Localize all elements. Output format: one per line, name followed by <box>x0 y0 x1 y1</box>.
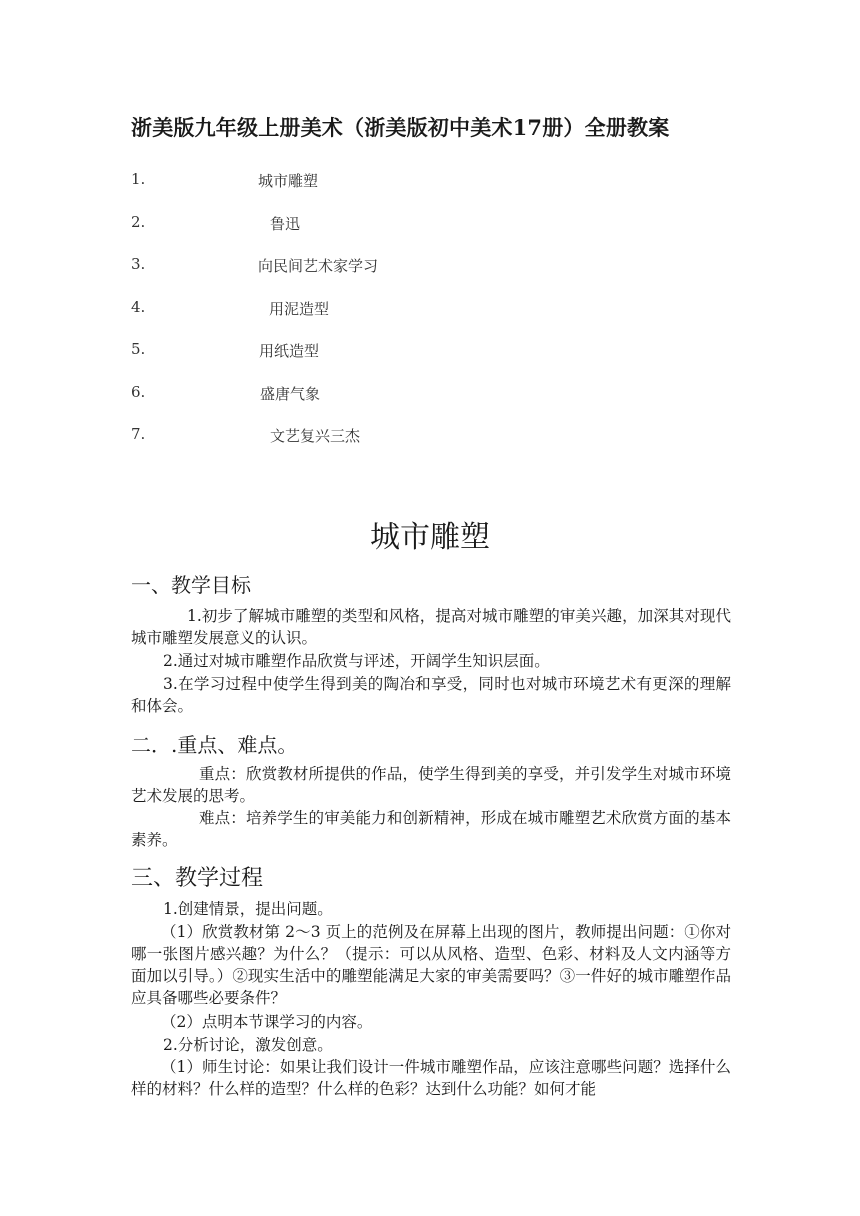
toc-item <box>131 213 631 256</box>
toc-item-number: 2. <box>131 212 146 231</box>
table-of-contents <box>131 170 631 468</box>
section-heading: 三、教学过程 <box>131 866 264 891</box>
toc-item-label: 用泥造型 <box>269 299 330 318</box>
paragraph: 1.初步了解城市雕塑的类型和风格，提高对城市雕塑的审美兴趣，加深其对现代城市雕塑发展意义的认识。 <box>131 607 731 647</box>
toc-item-label: 城市雕塑 <box>258 172 319 190</box>
paragraph: （2）点明本节课学习的内容。 <box>161 1013 373 1031</box>
toc-item <box>131 383 631 426</box>
lesson-title: 城市雕塑 <box>370 520 490 555</box>
toc-item-number: 1. <box>131 170 146 188</box>
toc-item <box>131 298 631 341</box>
document-title: 浙美版九年级上册美术（浙美版初中美术17册）全册教案 <box>131 115 670 140</box>
toc-item-number: 6. <box>131 382 146 401</box>
paragraph: （1）师生讨论：如果让我们设计一件城市雕塑作品，应该注意哪些问题？选择什么样的材料？什么样的造型？什么样的色彩？达到什么功能？如何才能 <box>131 1058 731 1098</box>
paragraph: （1）欣赏教材第 2～3 页上的范例及在屏幕上出现的图片，教师提出问题：①你对哪一张图片感兴趣？为什么？（提示：可以从风格、造型、色彩、材料及人文内涵等方面加以引导。）②现实生活中的雕塑能满足大家的审美需要吗？③一件好的城市雕塑作品应具备哪些必要条件？ <box>131 923 731 1007</box>
toc-item-label: 向民间艺术家学习 <box>258 257 379 275</box>
toc-item-number: 3. <box>131 255 146 273</box>
toc-item <box>131 170 631 213</box>
section-heading: 一、教学目标 <box>131 573 251 597</box>
toc-item <box>131 425 631 468</box>
paragraph: 2.分析讨论，激发创意。 <box>163 1036 333 1054</box>
paragraph: 2.通过对城市雕塑作品欣赏与评述，开阔学生知识层面。 <box>163 652 550 670</box>
toc-item-number: 4. <box>131 297 146 316</box>
paragraph: 1.创建情景，提出问题。 <box>163 900 333 918</box>
toc-item <box>131 255 631 298</box>
paragraph: 难点：培养学生的审美能力和创新精神，形成在城市雕塑艺术欣赏方面的基本素养。 <box>131 809 731 849</box>
toc-item-number: 7. <box>131 425 146 443</box>
toc-item-label: 用纸造型 <box>259 342 320 360</box>
section-heading: 二．.重点、难点。 <box>131 733 298 757</box>
paragraph: 3.在学习过程中使学生得到美的陶冶和享受，同时也对城市环境艺术有更深的理解和体会。 <box>131 675 731 715</box>
toc-item-number: 5. <box>131 340 146 358</box>
toc-item-label: 盛唐气象 <box>260 384 321 403</box>
paragraph: 重点：欣赏教材所提供的作品，使学生得到美的享受，并引发学生对城市环境艺术发展的思考。 <box>131 765 731 805</box>
toc-item-label: 鲁迅 <box>270 214 301 233</box>
toc-item <box>131 340 631 383</box>
toc-item-label: 文艺复兴三杰 <box>270 427 361 445</box>
